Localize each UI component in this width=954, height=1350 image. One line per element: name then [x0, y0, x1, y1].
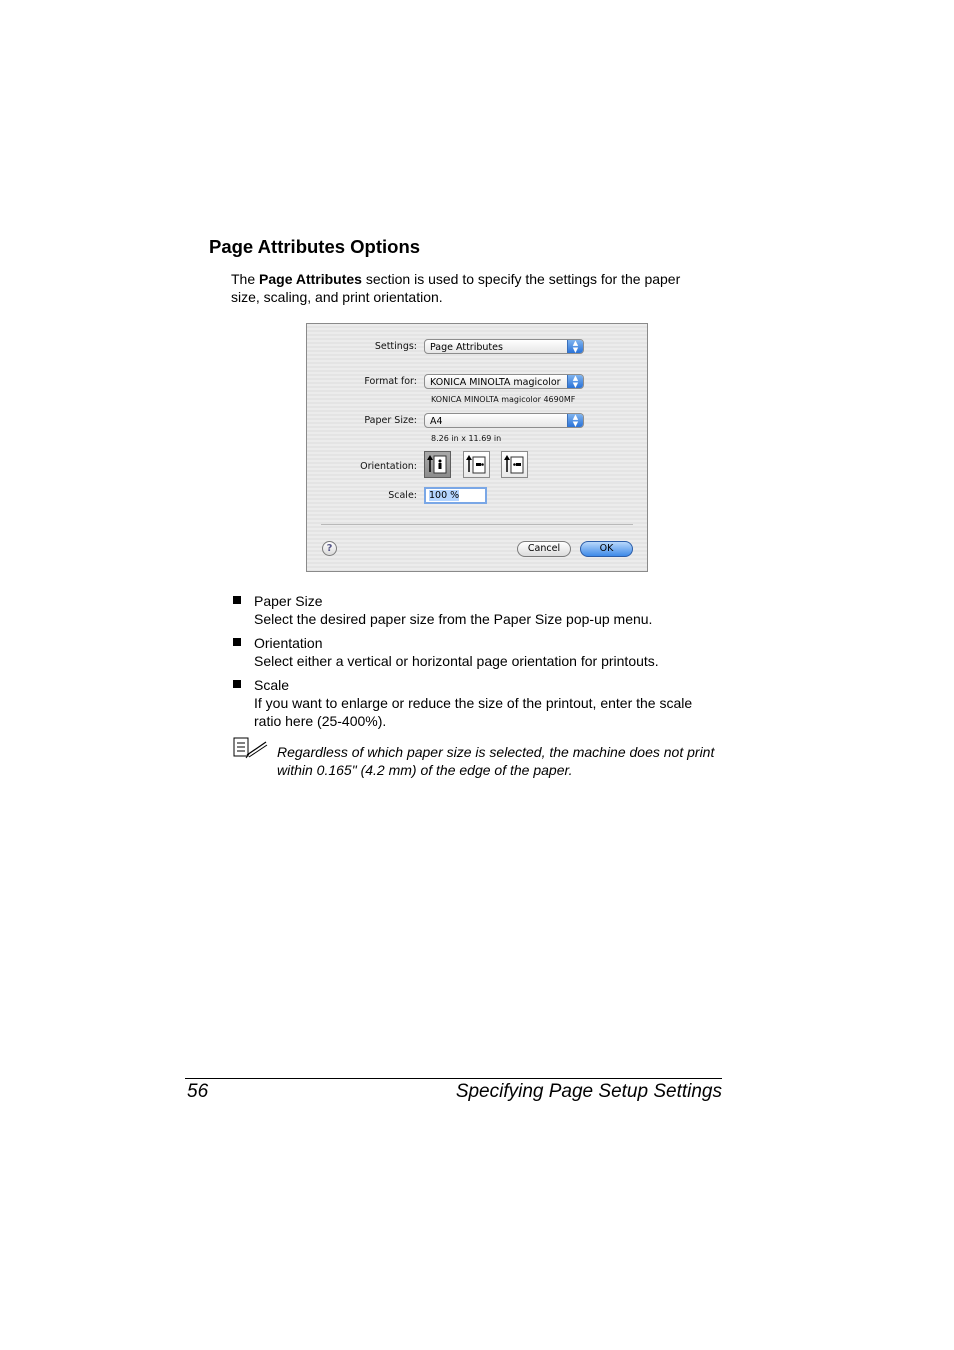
- page-number: 56: [187, 1081, 209, 1102]
- ok-button[interactable]: OK: [580, 541, 633, 557]
- list-item-paper-size: [231, 592, 721, 628]
- bullet-title: Scale: [254, 677, 290, 693]
- format-for-label: Format for:: [364, 376, 417, 387]
- settings-popup-value: Page Attributes: [430, 342, 503, 353]
- cancel-button[interactable]: Cancel: [517, 541, 571, 557]
- bullet-description: If you want to enlarge or reduce the size of the printout, enter the scale ratio here (25-400%).: [254, 695, 693, 729]
- footer-title: Specifying Page Setup Settings: [455, 1081, 722, 1102]
- paper-size-label: Paper Size:: [364, 415, 417, 426]
- orientation-reverse-landscape-button[interactable]: [501, 451, 528, 478]
- orientation-label: Orientation:: [360, 461, 417, 472]
- popup-arrows-icon: ▲ ▼: [567, 375, 583, 388]
- paper-size-popup-value: A4: [430, 416, 443, 427]
- bullet-title: Paper Size: [254, 593, 323, 609]
- footer-rule: [185, 1078, 722, 1079]
- bullet-description: Select the desired paper size from the Paper Size pop-up menu.: [254, 611, 653, 627]
- intro-bold-term: Page Attributes: [259, 271, 362, 287]
- note-text: Regardless of which paper size is selected, the machine does not print within 0.165" (4.2 mm) of the edge of the paper.: [277, 744, 715, 778]
- reverse-landscape-icon: [502, 452, 527, 477]
- paper-dimensions-text: 8.26 in x 11.69 in: [431, 434, 502, 443]
- list-item-orientation: [231, 634, 721, 670]
- bullet-square-icon: [233, 638, 241, 646]
- note-pencil-icon: [233, 737, 269, 764]
- format-for-popup-value: KONICA MINOLTA magicolor: [430, 377, 561, 388]
- bullet-title: Orientation: [254, 635, 323, 651]
- options-list: [231, 592, 721, 736]
- page-setup-dialog: [306, 323, 648, 572]
- portrait-icon: [425, 452, 450, 477]
- scale-input[interactable]: [424, 487, 487, 504]
- scale-label: Scale:: [388, 490, 417, 501]
- intro-text-end: section is used to specify the settings for the paper size, scaling, and print orientation.: [231, 271, 681, 305]
- help-button[interactable]: ?: [322, 541, 337, 556]
- landscape-icon: [464, 452, 489, 477]
- orientation-landscape-button[interactable]: [463, 451, 490, 478]
- scale-input-value: 100 %: [429, 490, 460, 501]
- printer-model-text: KONICA MINOLTA magicolor 4690MF: [431, 395, 576, 404]
- settings-popup[interactable]: [424, 339, 584, 354]
- intro-paragraph: [231, 270, 711, 306]
- orientation-portrait-button[interactable]: [424, 451, 451, 478]
- bullet-description: Select either a vertical or horizontal page orientation for printouts.: [254, 653, 659, 669]
- popup-arrows-icon: ▲ ▼: [567, 414, 583, 427]
- section-heading: Page Attributes Options: [209, 236, 421, 257]
- dialog-separator: [321, 524, 633, 525]
- bullet-square-icon: [233, 680, 241, 688]
- paper-size-popup[interactable]: [424, 413, 584, 428]
- bullet-square-icon: [233, 596, 241, 604]
- format-for-popup[interactable]: [424, 374, 584, 389]
- intro-text-start: The: [231, 271, 260, 287]
- settings-label: Settings:: [374, 341, 417, 352]
- list-item-scale: [231, 676, 721, 730]
- popup-arrows-icon: ▲ ▼: [567, 340, 583, 353]
